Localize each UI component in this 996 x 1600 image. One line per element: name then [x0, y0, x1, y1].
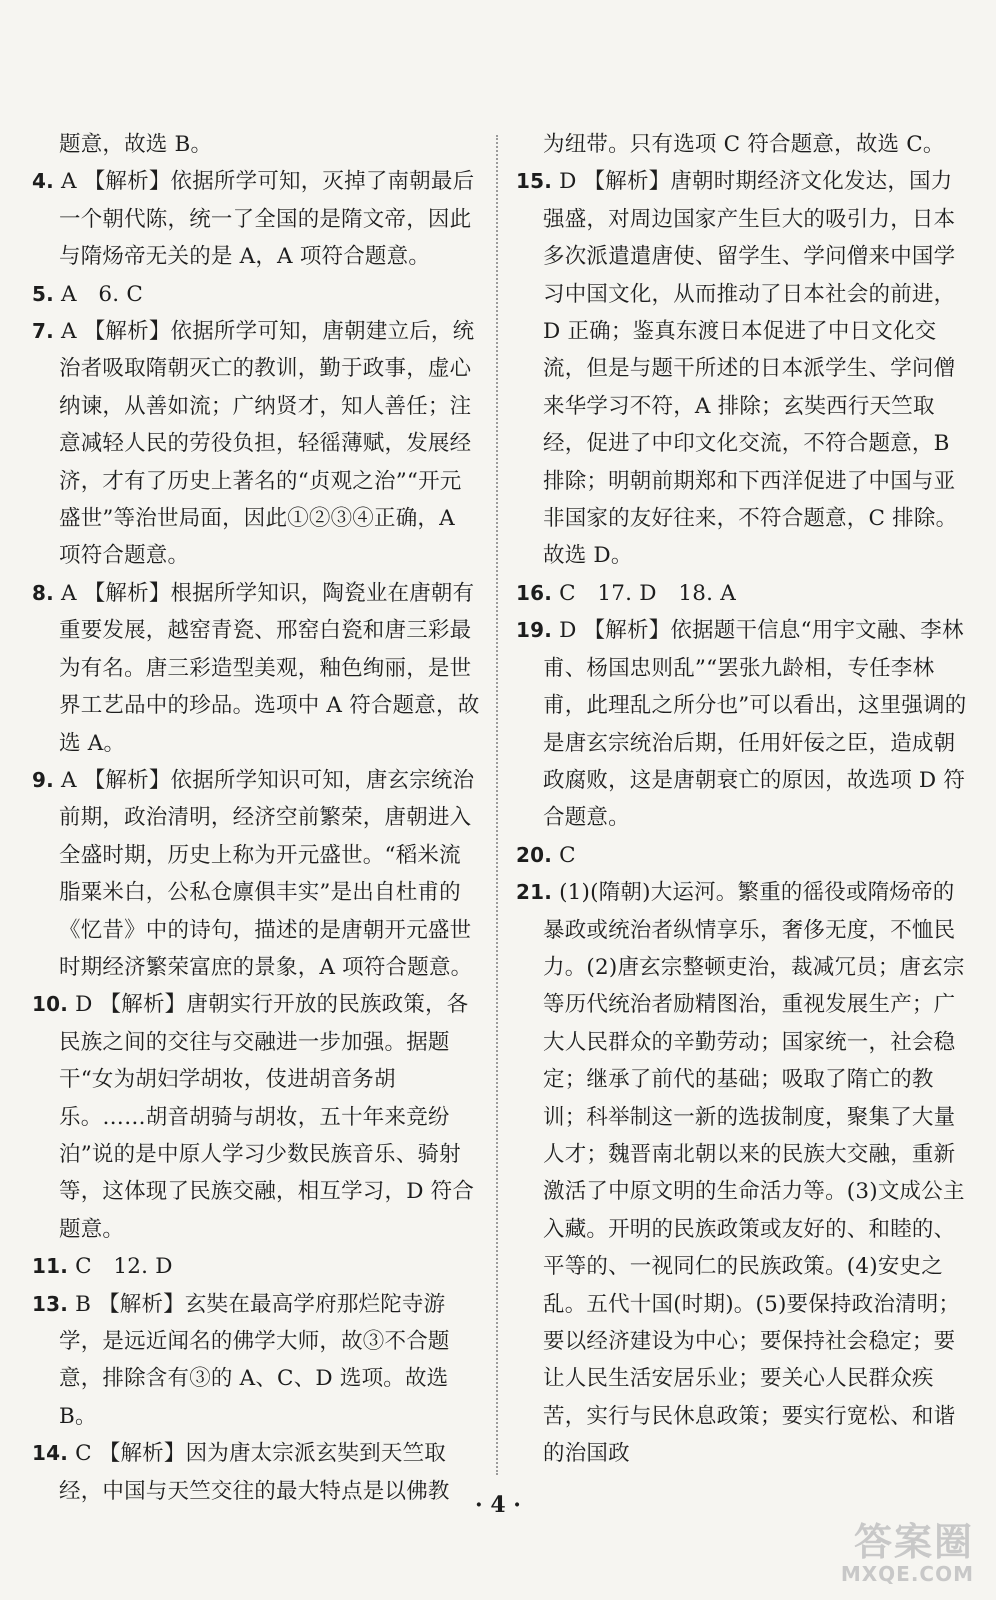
answer-text: C 12. D: [75, 1254, 173, 1280]
watermark-logo: [774, 1522, 974, 1584]
answer-item: [32, 762, 480, 986]
left-column: [32, 126, 480, 1510]
answer-text: (1)(隋朝)大运河。繁重的徭役或隋炀帝的暴政或统治者纵情享乐，奢侈无度，不恤民力。(2)唐玄宗整顿吏治，裁减冗员；唐玄宗等历代统治者励精图治，重视发展生产；广大人民群众的辛勤劳动；国家统一，社会稳定；继承了前代的基础；吸取了隋亡的教训；科举制这一新的选拔制度，聚集了大量人才；魏晋南北朝以来的民族大交融，重新激活了中原文明的生命活力等。(3)文成公主入藏。开明的民族政策或友好的、和睦的、平等的、一视同仁的民族政策。(4)安史之乱。五代十国(时期)。(5)要保持政治清明；要以经济建设为中心；要保持社会稳定；要让人民生活安居乐业；要关心人民群众疾苦，实行与民休息政策；要实行宽松、和谐的治国政: [543, 880, 965, 1467]
answer-item: [32, 276, 480, 313]
answer-text: A 【解析】依据所学可知，唐朝建立后，统治者吸取隋朝灭亡的教训，勤于政事，虚心纳谏，从善如流；广纳贤才，知人善任；注意减轻人民的劳役负担，轻徭薄赋，发展经济，才有了历史上著名的“贞观之治”“开元盛世”等治世局面，因此①②③④正确，A 项符合题意。: [59, 319, 475, 569]
answer-text: C 【解析】因为唐太宗派玄奘到天竺取经，中国与天竺交往的最大特点是以佛教: [59, 1441, 450, 1504]
answer-number: 5.: [32, 281, 54, 306]
answer-text: C 17. D 18. A: [559, 580, 736, 606]
answer-item: [32, 163, 480, 275]
answer-number: 8.: [32, 580, 54, 605]
answer-item: [32, 1248, 480, 1285]
column-divider: [496, 135, 498, 1475]
answer-text: 为纽带。只有选项 C 符合题意，故选 C。: [543, 132, 945, 157]
answer-number: 9.: [32, 767, 54, 792]
answer-number: 15.: [516, 169, 553, 194]
answer-item: [516, 575, 968, 612]
answer-text: A 【解析】依据所学知识可知，唐玄宗统治前期，政治清明，经济空前繁荣，唐朝进入全盛时期，历史上称为开元盛世。“稻米流脂粟米白，公私仓廪俱丰实”是出自杜甫的《忆昔》中的诗句，描述的是唐朝开元盛世时期经济繁荣富庶的景象，A 项符合题意。: [59, 767, 475, 980]
answer-number: 19.: [516, 618, 553, 643]
answer-number: 11.: [32, 1254, 69, 1279]
answer-item: [516, 612, 968, 836]
right-column: [516, 126, 968, 1473]
answer-text: B 【解析】玄奘在最高学府那烂陀寺游学，是远近闻名的佛学大师，故③不合题意，排除含有③的 A、C、D 选项。故选 B。: [59, 1291, 450, 1429]
answer-item: [516, 126, 968, 163]
answer-number: 21.: [516, 880, 553, 905]
answer-item: [32, 1286, 480, 1436]
answer-item: [32, 126, 480, 163]
answer-item: [516, 874, 968, 1473]
answer-item: [32, 575, 480, 762]
answer-item: [516, 163, 968, 574]
answer-text: D 【解析】唐朝实行开放的民族政策，各民族之间的交往与交融进一步加强。据题干“女为胡妇学胡妆，伎进胡音务胡乐。……胡音胡骑与胡妆，五十年来竞纷泊”说的是中原人学习少数民族音乐、骑射等，这体现了民族交融，相互学习，D 符合题意。: [59, 992, 475, 1242]
answer-number: 7.: [32, 319, 54, 344]
answer-text: D 【解析】依据题干信息“用宇文融、李林甫、杨国忠则乱”“罢张九龄相，专任李林甫，此理乱之所分也”可以看出，这里强调的是唐玄宗统治后期，任用奸佞之臣，造成朝政腐败，这是唐朝衰亡的原因，故选项 D 符合题意。: [543, 618, 967, 831]
answer-number: 20.: [516, 842, 553, 867]
answer-text: A 6. C: [60, 281, 143, 307]
answer-text: 题意，故选 B。: [59, 132, 213, 157]
page-number: · 4 ·: [475, 1492, 521, 1518]
answer-text: A 【解析】根据所学知识，陶瓷业在唐朝有重要发展，越窑青瓷、邢窑白瓷和唐三彩最为有名。唐三彩造型美观，釉色绚丽，是世界工艺品中的珍品。选项中 A 符合题意，故选 A。: [59, 580, 480, 756]
watermark-bottom-text: MXQE.COM: [840, 1562, 974, 1586]
answer-number: 4.: [32, 169, 54, 194]
answer-text: C: [559, 842, 576, 868]
answer-number: 16.: [516, 580, 553, 605]
answer-number: 13.: [32, 1291, 69, 1316]
answer-number: 10.: [32, 992, 69, 1017]
answer-text: A 【解析】依据所学可知，灭掉了南朝最后一个朝代陈，统一了全国的是隋文帝，因此与隋炀帝无关的是 A，A 项符合题意。: [59, 169, 475, 270]
watermark-top-text: 答案圈: [853, 1520, 974, 1564]
answer-item: [516, 837, 968, 874]
answer-text: D 【解析】唐朝时期经济文化发达，国力强盛，对周边国家产生巨大的吸引力，日本多次派遣遣唐使、留学生、学问僧来中国学习中国文化，从而推动了日本社会的前进，D 正确；鉴真东渡日本促进了中日文化交流，但是与题干所述的日本派学生、学问僧来华学习不符，A 排除；玄奘西行天竺取经，促进了中印文化交流，不符合题意，B 排除；明朝前期郑和下西洋促进了中国与亚非国家的友好往来，不符合题意，C 排除。故选 D。: [543, 169, 958, 569]
answer-item: [32, 986, 480, 1248]
answer-number: 14.: [32, 1441, 69, 1466]
answer-item: [32, 313, 480, 575]
